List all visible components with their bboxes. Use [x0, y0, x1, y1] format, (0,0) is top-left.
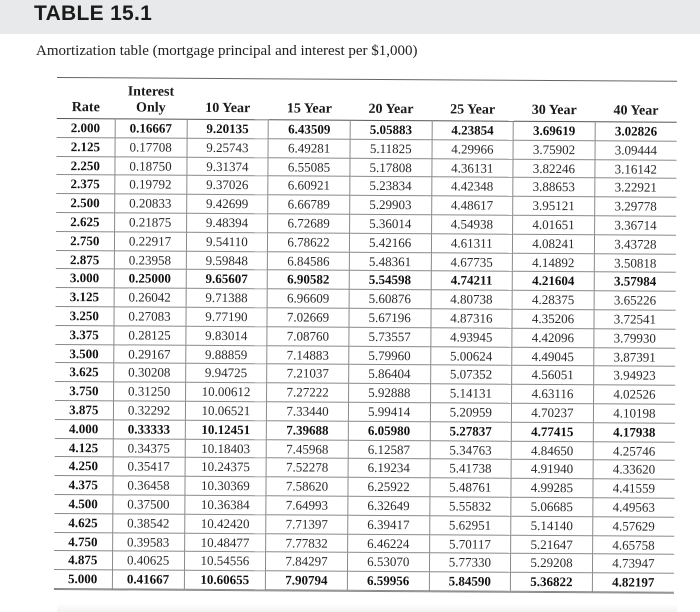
column-header-25-year: 25 Year: [432, 80, 514, 121]
payment-cell: 3.87391: [594, 347, 676, 366]
rate-cell: 3.250: [55, 306, 113, 325]
payment-cell: 0.41667: [112, 570, 184, 589]
payment-cell: 3.69619: [513, 121, 595, 140]
rate-cell: 4.000: [55, 419, 113, 438]
page-header-band: [0, 0, 700, 34]
payment-cell: 4.28375: [512, 290, 594, 309]
payment-cell: 10.36384: [184, 495, 266, 514]
payment-cell: 10.12451: [185, 420, 267, 439]
payment-cell: 5.41738: [430, 459, 512, 478]
payment-cell: 0.33333: [113, 420, 185, 439]
rate-cell: 2.250: [56, 156, 114, 175]
payment-cell: 5.86404: [348, 365, 430, 384]
payment-cell: 4.56051: [512, 366, 594, 385]
payment-cell: 5.84590: [429, 572, 511, 591]
payment-cell: 0.16667: [115, 119, 187, 138]
payment-cell: 7.08760: [267, 327, 349, 346]
payment-cell: 4.80738: [431, 290, 513, 309]
payment-cell: 5.23834: [350, 177, 432, 196]
payment-cell: 6.96609: [267, 289, 349, 308]
payment-cell: 4.33620: [593, 460, 675, 479]
rate-cell: 4.125: [55, 438, 113, 457]
payment-cell: 7.84297: [266, 552, 348, 571]
payment-cell: 6.05980: [348, 421, 430, 440]
amortization-table-frame: [54, 77, 677, 594]
payment-cell: 4.01651: [513, 215, 595, 234]
column-header-rate: Rate: [57, 78, 115, 119]
column-header-30-year: 30 Year: [513, 81, 595, 122]
payment-cell: 10.00612: [185, 382, 267, 401]
payment-cell: 3.94923: [593, 366, 675, 385]
payment-cell: 3.29778: [594, 197, 676, 216]
payment-cell: 5.73557: [349, 327, 431, 346]
payment-cell: 3.36714: [594, 216, 676, 235]
payment-cell: 3.79930: [594, 329, 676, 348]
rate-cell: 4.625: [54, 513, 112, 532]
amortization-table: [54, 78, 677, 593]
payment-cell: 9.71388: [186, 288, 268, 307]
payment-cell: 4.61311: [431, 234, 513, 253]
payment-cell: 5.55832: [429, 497, 511, 516]
column-header-40-year: 40 Year: [595, 81, 677, 122]
payment-cell: 3.72541: [594, 310, 676, 329]
payment-cell: 4.08241: [513, 234, 595, 253]
payment-cell: 3.16142: [595, 159, 677, 178]
payment-cell: 4.41559: [593, 479, 675, 498]
payment-cell: 0.32292: [113, 401, 185, 420]
payment-cell: 4.14892: [512, 253, 594, 272]
payment-cell: 9.83014: [185, 326, 267, 345]
payment-cell: 0.36458: [112, 476, 184, 495]
rate-cell: 4.875: [54, 551, 112, 570]
column-header-10-year: 10 Year: [187, 79, 269, 120]
payment-cell: 4.49045: [512, 347, 594, 366]
payment-cell: 5.21647: [511, 535, 593, 554]
payment-cell: 9.42699: [186, 194, 268, 213]
payment-cell: 10.60655: [184, 570, 266, 589]
payment-cell: 5.00624: [430, 346, 512, 365]
payment-cell: 4.21604: [512, 272, 594, 291]
payment-cell: 4.42348: [431, 177, 513, 196]
payment-cell: 7.14883: [267, 345, 349, 364]
payment-cell: 4.02526: [593, 385, 675, 404]
rate-cell: 2.875: [56, 250, 114, 269]
rate-cell: 2.750: [56, 231, 114, 250]
rate-cell: 3.000: [56, 269, 114, 288]
table-header-row: [57, 78, 677, 122]
rate-cell: 2.000: [57, 118, 115, 137]
payment-cell: 10.42420: [184, 514, 266, 533]
payment-cell: 5.48361: [349, 252, 431, 271]
payment-cell: 7.58620: [266, 477, 348, 496]
payment-cell: 9.25743: [187, 138, 269, 157]
payment-cell: 0.28125: [113, 326, 185, 345]
payment-cell: 4.91940: [511, 460, 593, 479]
payment-cell: 10.06521: [185, 401, 267, 420]
payment-cell: 0.35417: [113, 457, 185, 476]
rate-cell: 4.375: [54, 476, 112, 495]
payment-cell: 0.31250: [113, 382, 185, 401]
payment-cell: 5.48761: [429, 478, 511, 497]
payment-cell: 6.32649: [348, 496, 430, 515]
payment-cell: 6.53070: [347, 553, 429, 572]
rate-cell: 3.375: [55, 325, 113, 344]
payment-cell: 4.63116: [512, 384, 594, 403]
payment-cell: 6.25922: [348, 477, 430, 496]
payment-cell: 9.65607: [186, 270, 268, 289]
payment-cell: 4.99285: [511, 478, 593, 497]
rate-cell: 4.500: [54, 494, 112, 513]
payment-cell: 3.95121: [513, 196, 595, 215]
payment-cell: 4.84650: [511, 441, 593, 460]
payment-cell: 5.07352: [430, 365, 512, 384]
table-row: [54, 570, 674, 593]
payment-cell: 5.36822: [511, 572, 593, 591]
page-cutoff-edge: [57, 604, 677, 612]
payment-cell: 4.67735: [431, 252, 513, 271]
payment-cell: 6.49281: [268, 139, 350, 158]
payment-cell: 10.18403: [185, 439, 267, 458]
payment-cell: 4.42096: [512, 328, 594, 347]
payment-cell: 9.88859: [185, 345, 267, 364]
payment-cell: 9.37026: [186, 176, 268, 195]
payment-cell: 5.14131: [430, 384, 512, 403]
payment-cell: 10.30369: [185, 476, 267, 495]
payment-cell: 5.99414: [348, 402, 430, 421]
payment-cell: 6.46224: [347, 534, 429, 553]
payment-cell: 0.19792: [114, 175, 186, 194]
payment-cell: 3.57984: [594, 272, 676, 291]
payment-cell: 4.77415: [511, 422, 593, 441]
payment-cell: 7.64993: [266, 496, 348, 515]
payment-cell: 0.34375: [113, 438, 185, 457]
payment-cell: 5.17808: [350, 158, 432, 177]
payment-cell: 7.39688: [267, 421, 349, 440]
payment-cell: 0.39583: [112, 532, 184, 551]
table-label: TABLE 15.1: [34, 2, 153, 25]
rate-cell: 4.750: [54, 532, 112, 551]
payment-cell: 4.49563: [593, 498, 675, 517]
payment-cell: 3.02826: [595, 122, 677, 141]
payment-cell: 0.29167: [113, 344, 185, 363]
payment-cell: 3.09444: [595, 141, 677, 160]
payment-cell: 5.62951: [429, 516, 511, 535]
payment-cell: 3.22921: [595, 178, 677, 197]
payment-cell: 7.02669: [267, 308, 349, 327]
payment-cell: 3.50818: [594, 253, 676, 272]
payment-cell: 6.84586: [268, 251, 350, 270]
payment-cell: 0.18750: [114, 156, 186, 175]
payment-cell: 7.27222: [267, 383, 349, 402]
payment-cell: 4.29966: [432, 140, 514, 159]
rate-cell: 3.625: [55, 363, 113, 382]
payment-cell: 5.14140: [511, 516, 593, 535]
rate-cell: 2.125: [57, 137, 115, 156]
payment-cell: 5.29903: [350, 195, 432, 214]
payment-cell: 0.40625: [112, 551, 184, 570]
payment-cell: 0.26042: [114, 288, 186, 307]
payment-cell: 4.87316: [430, 309, 512, 328]
payment-cell: 5.67196: [349, 308, 431, 327]
payment-cell: 6.66789: [268, 195, 350, 214]
payment-cell: 0.17708: [115, 138, 187, 157]
payment-cell: 5.42166: [349, 233, 431, 252]
payment-cell: 6.12587: [348, 440, 430, 459]
payment-cell: 3.75902: [513, 140, 595, 159]
payment-cell: 7.90794: [266, 571, 348, 590]
payment-cell: 7.33440: [267, 402, 349, 421]
payment-cell: 5.06685: [511, 497, 593, 516]
payment-cell: 3.43728: [594, 235, 676, 254]
payment-cell: 9.31374: [186, 157, 268, 176]
payment-cell: 10.24375: [185, 458, 267, 477]
payment-cell: 6.72689: [268, 214, 350, 233]
payment-cell: 4.70237: [512, 403, 594, 422]
payment-cell: 9.77190: [186, 307, 268, 326]
payment-cell: 7.45968: [266, 439, 348, 458]
payment-cell: 0.25000: [114, 269, 186, 288]
payment-cell: 3.65226: [594, 291, 676, 310]
payment-cell: 9.48394: [186, 213, 268, 232]
payment-cell: 7.52278: [266, 458, 348, 477]
payment-cell: 5.77330: [429, 553, 511, 572]
payment-cell: 9.94725: [185, 364, 267, 383]
payment-cell: 6.60921: [268, 176, 350, 195]
table-caption: Amortization table (mortgage principal and interest per $1,000): [36, 43, 418, 59]
payment-cell: 7.77832: [266, 533, 348, 552]
rate-cell: 3.750: [55, 382, 113, 401]
payment-cell: 5.20959: [430, 403, 512, 422]
payment-cell: 5.29208: [511, 554, 593, 573]
payment-cell: 4.35206: [512, 309, 594, 328]
payment-cell: 10.48477: [184, 533, 266, 552]
payment-cell: 0.20833: [114, 194, 186, 213]
payment-cell: 5.34763: [430, 440, 512, 459]
payment-cell: 7.71397: [266, 515, 348, 534]
payment-cell: 5.60876: [349, 289, 431, 308]
payment-cell: 9.54110: [186, 232, 268, 251]
payment-cell: 7.21037: [267, 364, 349, 383]
column-header-15-year: 15 Year: [268, 79, 350, 120]
payment-cell: 4.57629: [592, 517, 674, 536]
payment-cell: 6.59956: [347, 571, 429, 590]
payment-cell: 5.36014: [349, 214, 431, 233]
table-body: [54, 118, 677, 592]
payment-cell: 4.25746: [593, 441, 675, 460]
rate-cell: 3.125: [56, 288, 114, 307]
payment-cell: 0.22917: [114, 232, 186, 251]
payment-cell: 5.27837: [430, 422, 512, 441]
payment-cell: 5.79960: [349, 346, 431, 365]
payment-cell: 6.43509: [268, 120, 350, 139]
payment-cell: 6.55085: [268, 157, 350, 176]
payment-cell: 5.92888: [348, 383, 430, 402]
payment-cell: 3.82246: [513, 159, 595, 178]
payment-cell: 4.74211: [431, 271, 513, 290]
column-header-interest-only: Interest Only: [115, 78, 187, 119]
payment-cell: 0.27083: [114, 307, 186, 326]
payment-cell: 5.70117: [429, 534, 511, 553]
payment-cell: 9.59848: [186, 251, 268, 270]
payment-cell: 4.17938: [593, 423, 675, 442]
payment-cell: 0.21875: [114, 213, 186, 232]
payment-cell: 0.38542: [112, 514, 184, 533]
payment-cell: 5.05883: [350, 120, 432, 139]
rate-cell: 3.875: [55, 400, 113, 419]
rate-cell: 2.625: [56, 212, 114, 231]
payment-cell: 4.36131: [431, 158, 513, 177]
payment-cell: 4.23854: [432, 121, 514, 140]
payment-cell: 6.19234: [348, 459, 430, 478]
payment-cell: 6.39417: [348, 515, 430, 534]
payment-cell: 0.37500: [112, 495, 184, 514]
payment-cell: 0.30208: [113, 363, 185, 382]
payment-cell: 4.82197: [592, 573, 674, 592]
payment-cell: 5.54598: [349, 271, 431, 290]
rate-cell: 4.250: [55, 457, 113, 476]
payment-cell: 10.54556: [184, 552, 266, 571]
payment-cell: 3.88653: [513, 178, 595, 197]
payment-cell: 4.65758: [592, 535, 674, 554]
payment-cell: 0.23958: [114, 250, 186, 269]
payment-cell: 4.73947: [592, 554, 674, 573]
payment-cell: 4.54938: [431, 215, 513, 234]
payment-cell: 6.78622: [268, 233, 350, 252]
payment-cell: 4.48617: [431, 196, 513, 215]
rate-cell: 2.375: [56, 175, 114, 194]
rate-cell: 2.500: [56, 194, 114, 213]
payment-cell: 4.93945: [430, 328, 512, 347]
payment-cell: 4.10198: [593, 404, 675, 423]
payment-cell: 9.20135: [187, 119, 269, 138]
column-header-20-year: 20 Year: [350, 80, 432, 121]
payment-cell: 6.90582: [267, 270, 349, 289]
payment-cell: 5.11825: [350, 139, 432, 158]
rate-cell: 3.500: [55, 344, 113, 363]
rate-cell: 5.000: [54, 570, 112, 589]
